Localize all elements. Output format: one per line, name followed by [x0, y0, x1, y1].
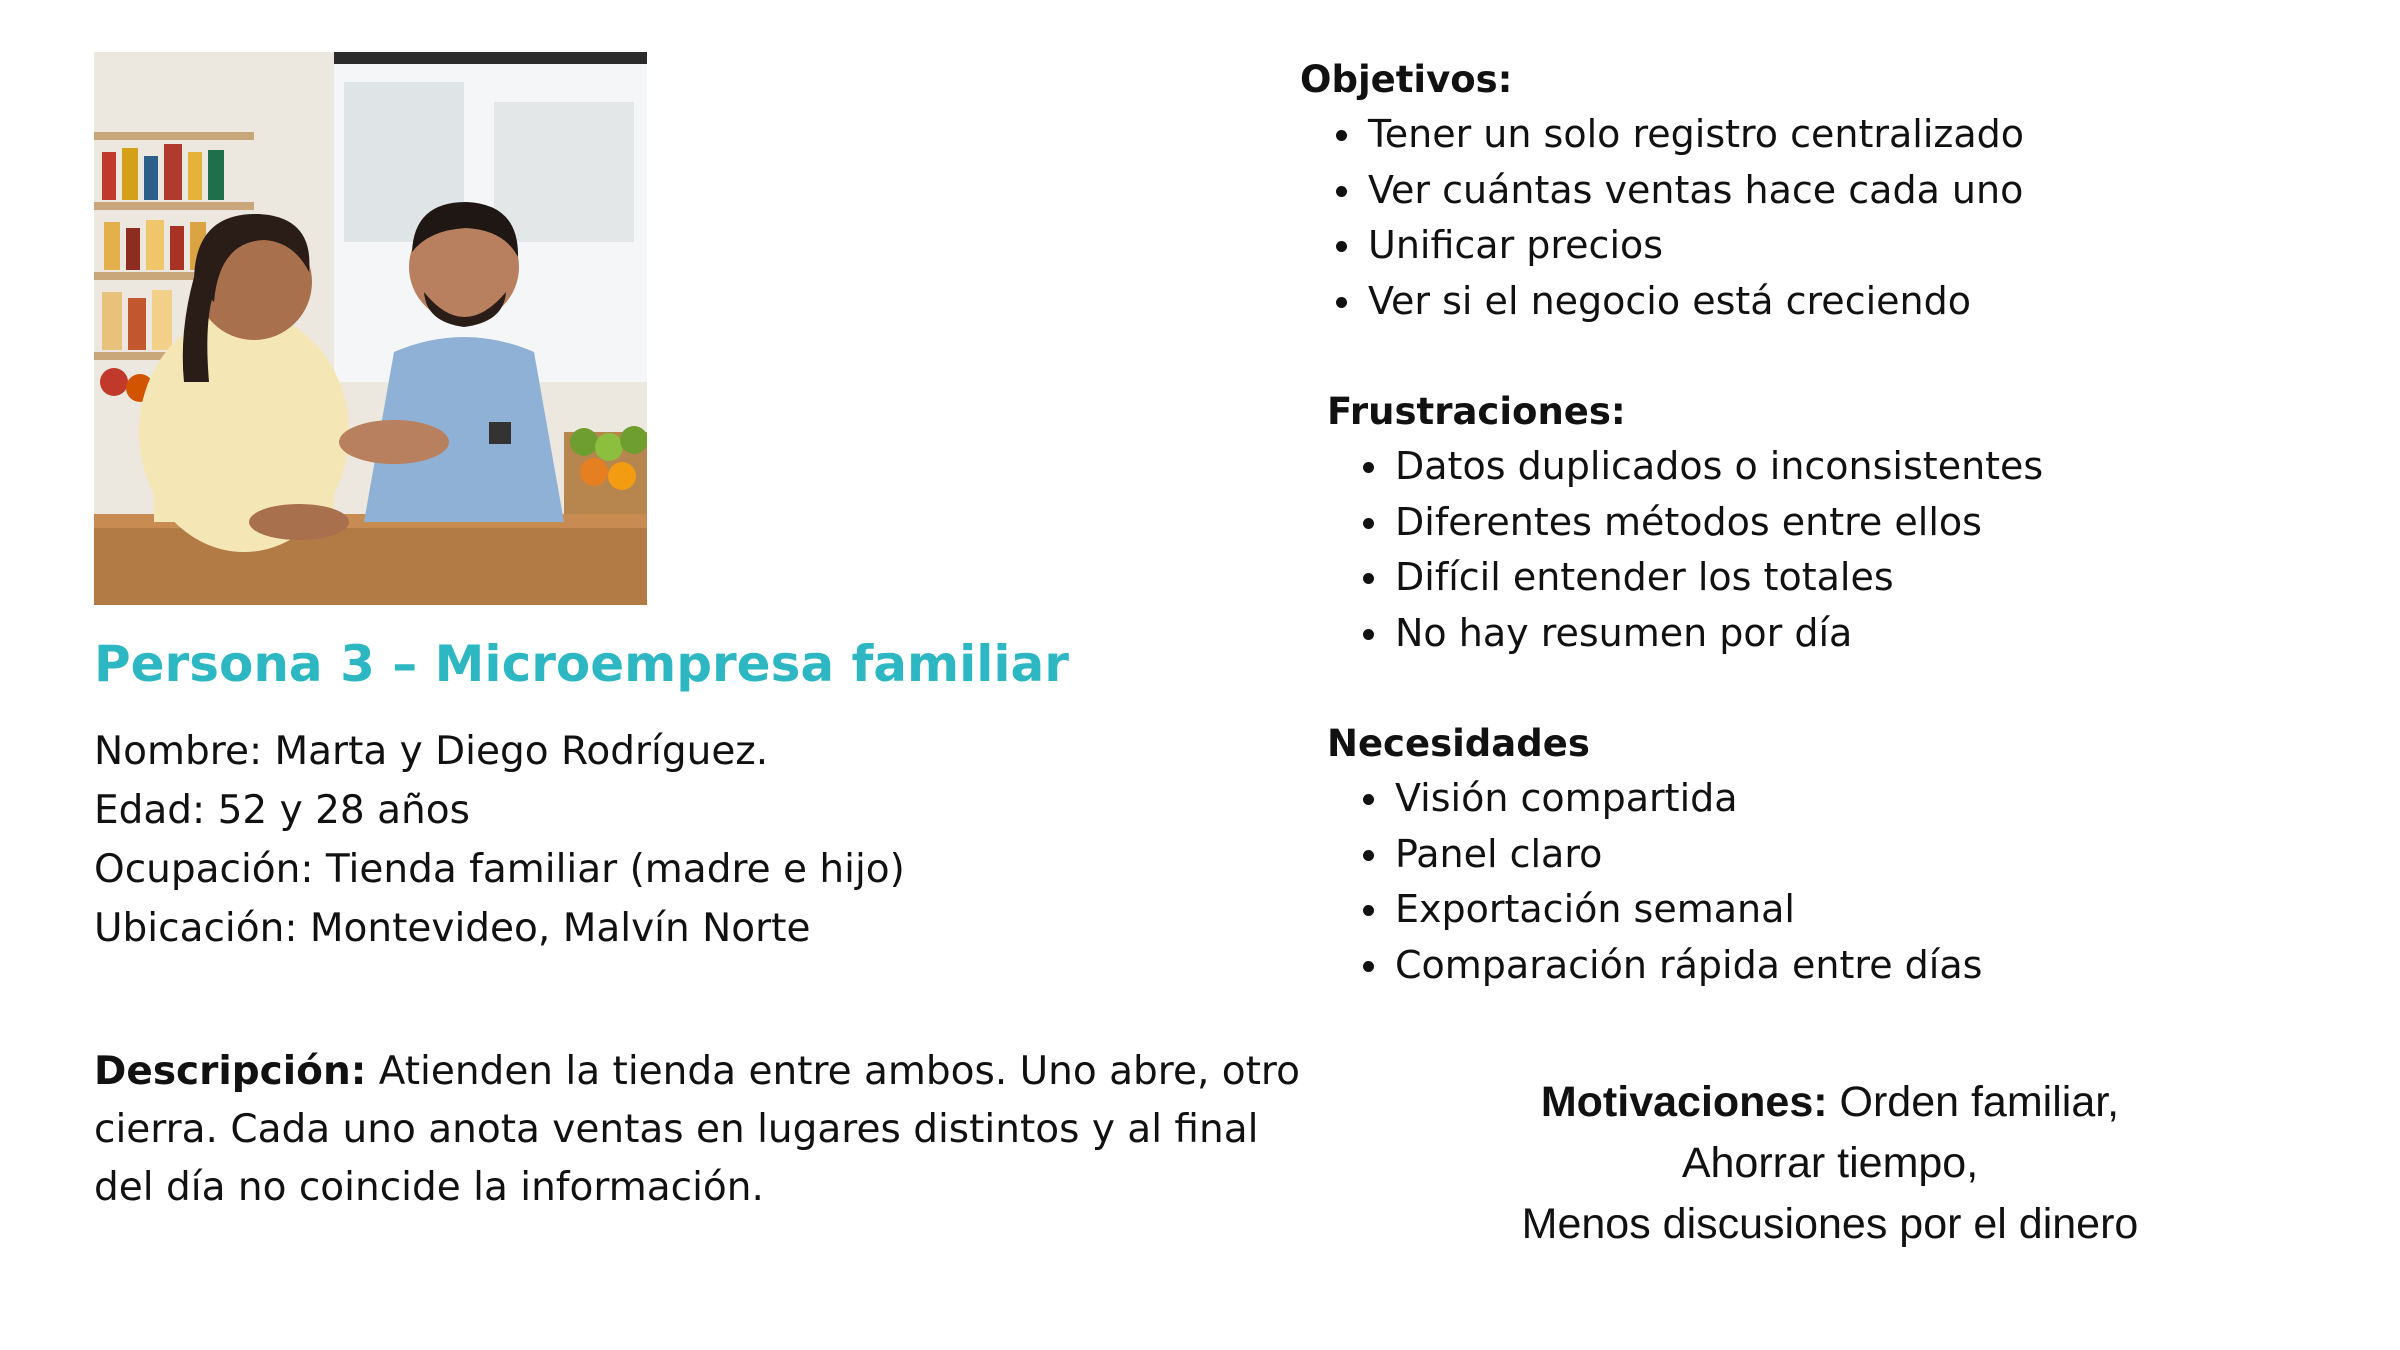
- page-title: Persona 3 – Microempresa familiar: [94, 635, 1069, 693]
- motivaciones-block: [1415, 1072, 2245, 1255]
- motivaciones-line: Menos discusiones por el dinero: [1521, 1200, 2139, 1248]
- fact-edad: Edad: 52 y 28 años: [94, 788, 470, 833]
- fact-ubicacion: Ubicación: Montevideo, Malvín Norte: [94, 906, 811, 951]
- frustraciones-list: [1355, 439, 2043, 661]
- list-item: Tener un solo registro centralizado: [1328, 107, 2024, 163]
- persona-description: [94, 1043, 1324, 1217]
- persona-photo: [94, 52, 647, 605]
- list-item: Datos duplicados o inconsistentes: [1355, 439, 2043, 495]
- motivaciones-label: Motivaciones:: [1540, 1078, 1828, 1126]
- list-item: No hay resumen por día: [1355, 606, 2043, 662]
- motivaciones-line: [1415, 1072, 2245, 1133]
- list-item: Visión compartida: [1355, 771, 1982, 827]
- list-item: Comparación rápida entre días: [1355, 938, 1982, 994]
- description-text: Atienden la tienda entre ambos. Uno abre, otro cierra. Cada uno anota ventas en lugares distintos y al final del día no coincide la información.: [94, 1049, 1300, 1210]
- objetivos-list: [1328, 107, 2024, 329]
- frustraciones-heading: Frustraciones:: [1327, 390, 1626, 433]
- family-store-illustration: [94, 52, 647, 605]
- fact-nombre: Nombre: Marta y Diego Rodríguez.: [94, 729, 769, 774]
- description-label: Descripción:: [94, 1049, 367, 1094]
- motivaciones-text: Orden familiar,: [1827, 1078, 2120, 1126]
- list-item: Ver si el negocio está creciendo: [1328, 274, 2024, 330]
- necesidades-list: [1355, 771, 1982, 993]
- fact-ocupacion: Ocupación: Tienda familiar (madre e hijo): [94, 847, 905, 892]
- necesidades-heading: Necesidades: [1327, 722, 1590, 765]
- motivaciones-line: Ahorrar tiempo,: [1681, 1139, 1979, 1187]
- list-item: Exportación semanal: [1355, 882, 1982, 938]
- list-item: Ver cuántas ventas hace cada uno: [1328, 163, 2024, 219]
- list-item: Unificar precios: [1328, 218, 2024, 274]
- list-item: Panel claro: [1355, 827, 1982, 883]
- objetivos-heading: Objetivos:: [1300, 58, 1513, 101]
- persona-facts: [94, 722, 1294, 958]
- list-item: Diferentes métodos entre ellos: [1355, 495, 2043, 551]
- list-item: Difícil entender los totales: [1355, 550, 2043, 606]
